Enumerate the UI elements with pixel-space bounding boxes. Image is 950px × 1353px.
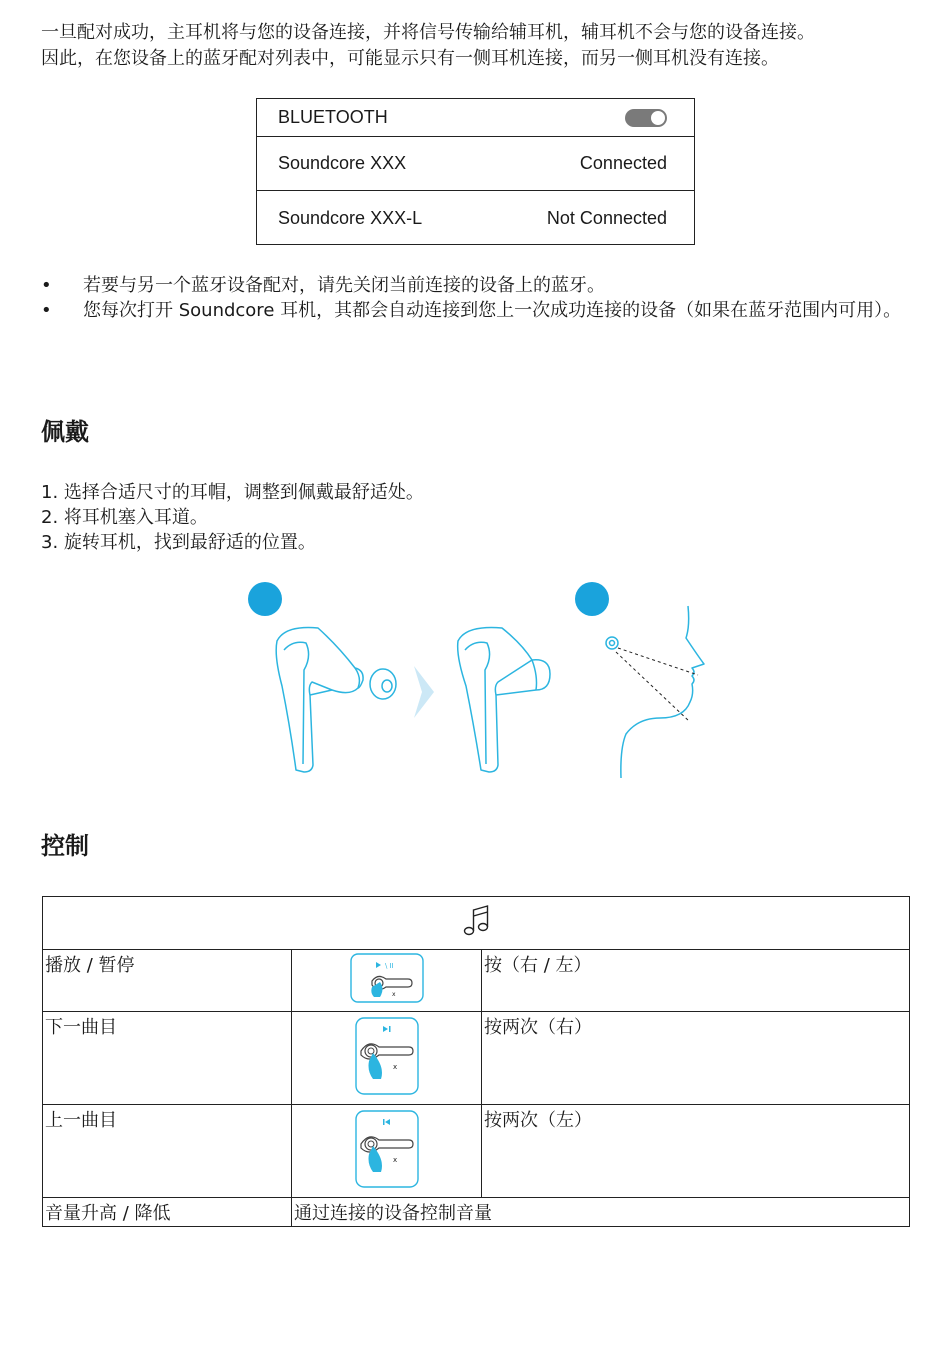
device-name: Soundcore XXX-L bbox=[278, 207, 423, 228]
list-item: 3. 旋转耳机，找到最舒适的位置。 bbox=[41, 532, 316, 553]
function-cell: 音量升高 / 降低 bbox=[43, 1198, 292, 1227]
function-cell: 下一曲目 bbox=[43, 1012, 292, 1105]
step-marker-circle bbox=[248, 582, 282, 616]
list-item: 2. 将耳机塞入耳道。 bbox=[41, 507, 208, 528]
controls-heading: 控制 bbox=[41, 832, 89, 860]
arrow-right-icon bbox=[414, 666, 434, 718]
table-row bbox=[43, 1012, 910, 1105]
table-row bbox=[43, 950, 910, 1012]
wearing-heading: 佩戴 bbox=[41, 418, 89, 446]
next-track-tap-icon bbox=[355, 1017, 419, 1095]
music-header-cell bbox=[43, 897, 910, 950]
device-row[interactable] bbox=[257, 137, 694, 191]
play-pause-tap-icon bbox=[350, 953, 424, 1003]
table-header-row bbox=[43, 897, 910, 950]
list-item bbox=[41, 298, 911, 323]
note-text: 若要与另一个蓝牙设备配对，请先关闭当前连接的设备上的蓝牙。 bbox=[83, 275, 605, 296]
svg-text:x: x bbox=[392, 1155, 397, 1164]
earbud-with-tip-icon bbox=[276, 628, 396, 772]
table-row bbox=[43, 1105, 910, 1198]
table-row bbox=[43, 1198, 910, 1227]
intro-line-1: 一旦配对成功，主耳机将与您的设备连接，并将信号传输给辅耳机，辅耳机不会与您的设备连接。 bbox=[41, 22, 815, 43]
bluetooth-notes bbox=[41, 273, 911, 323]
device-name: Soundcore XXX bbox=[278, 153, 407, 173]
gesture-cell bbox=[292, 950, 482, 1012]
intro-paragraph bbox=[41, 20, 921, 72]
action-cell: 按两次（右） bbox=[482, 1012, 910, 1105]
bluetooth-pairing-list bbox=[256, 98, 695, 245]
svg-text:x: x bbox=[392, 1062, 397, 1071]
svg-text:\ II: \ II bbox=[384, 962, 394, 970]
svg-text:x: x bbox=[391, 991, 396, 998]
angle-guide-lines bbox=[616, 648, 698, 722]
list-item: 1. 选择合适尺寸的耳帽，调整到佩戴最舒适处。 bbox=[41, 482, 424, 503]
gesture-cell bbox=[292, 1105, 482, 1198]
bullet-marker: • bbox=[41, 300, 52, 321]
bullet-marker: • bbox=[41, 275, 52, 296]
bluetooth-header bbox=[257, 99, 694, 137]
earbud-assembled-icon bbox=[458, 628, 550, 772]
wearing-illustration bbox=[240, 578, 720, 783]
action-cell: 通过连接的设备控制音量 bbox=[292, 1198, 910, 1227]
action-cell: 按两次（左） bbox=[482, 1105, 910, 1198]
step-marker-circle bbox=[575, 582, 609, 616]
gesture-cell bbox=[292, 1012, 482, 1105]
action-cell: 按（右 / 左） bbox=[482, 950, 910, 1012]
list-item bbox=[41, 273, 911, 298]
toggle-knob bbox=[650, 110, 666, 126]
wearing-steps bbox=[41, 480, 424, 555]
note-text: 您每次打开 Soundcore 耳机，其都会自动连接到您上一次成功连接的设备（如果在蓝牙范围内可用）。 bbox=[83, 300, 902, 321]
device-status: Connected bbox=[579, 153, 667, 173]
function-cell: 上一曲目 bbox=[43, 1105, 292, 1198]
bluetooth-label: BLUETOOTH bbox=[278, 107, 388, 127]
controls-table bbox=[42, 896, 910, 1227]
function-cell: 播放 / 暂停 bbox=[43, 950, 292, 1012]
device-row[interactable] bbox=[257, 191, 694, 245]
bluetooth-toggle[interactable] bbox=[625, 109, 667, 127]
intro-line-2: 因此，在您设备上的蓝牙配对列表中，可能显示只有一侧耳机连接，而另一侧耳机没有连接。 bbox=[41, 48, 779, 69]
device-status: Not Connected bbox=[546, 207, 667, 228]
face-profile-icon bbox=[606, 606, 704, 778]
music-note-icon bbox=[461, 904, 491, 938]
previous-track-tap-icon bbox=[355, 1110, 419, 1188]
